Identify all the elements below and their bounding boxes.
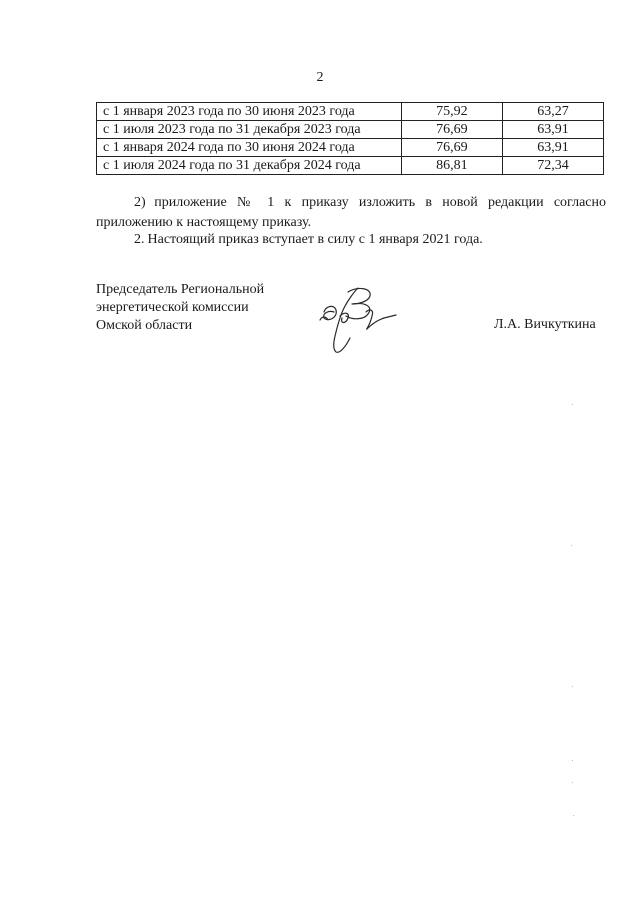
scan-speck [572, 686, 573, 687]
table-cell-value: 63,27 [502, 103, 603, 121]
table-row [97, 157, 604, 175]
scan-speck [572, 404, 573, 405]
paragraph-item [96, 193, 606, 233]
signer-name: Л.А. Вичкуткина [494, 317, 596, 332]
paragraph-text: Настоящий приказ вступает в силу с 1 января 2021 года. [147, 232, 483, 247]
scan-speck [572, 760, 573, 761]
paragraph-number: 2. [134, 232, 145, 247]
paragraph-item [96, 230, 606, 250]
table-row [97, 121, 604, 139]
table-cell-value: 75,92 [401, 103, 502, 121]
table-cell-period: с 1 января 2024 года по 30 июня 2024 года [97, 139, 402, 157]
table-cell-value: 63,91 [502, 139, 603, 157]
table-cell-value: 76,69 [401, 139, 502, 157]
scan-speck [573, 815, 574, 816]
paragraph-text: приложение № 1 к приказу изложить в новой редакции согласно приложению к настоящему приказу. [96, 195, 606, 230]
table-cell-value: 76,69 [401, 121, 502, 139]
scan-speck [572, 782, 573, 783]
signatory-position [96, 281, 264, 335]
handwritten-signature [318, 282, 398, 358]
position-line: Председатель Региональной [96, 282, 265, 297]
table-row [97, 103, 604, 121]
table-row [97, 139, 604, 157]
table-cell-period: с 1 января 2023 года по 30 июня 2023 года [97, 103, 402, 121]
table-cell-value: 63,91 [502, 121, 603, 139]
table-cell-period: с 1 июля 2024 года по 31 декабря 2024 года [97, 157, 402, 175]
table-cell-value: 86,81 [401, 157, 502, 175]
paragraph-number: 2) [134, 195, 146, 210]
position-line: энергетической комиссии [96, 300, 249, 315]
position-line: Омской области [96, 318, 193, 333]
tariff-table [96, 102, 604, 175]
table-cell-value: 72,34 [502, 157, 603, 175]
table-cell-period: с 1 июля 2023 года по 31 декабря 2023 года [97, 121, 402, 139]
scan-speck [571, 545, 572, 546]
page-number: 2 [316, 70, 324, 85]
